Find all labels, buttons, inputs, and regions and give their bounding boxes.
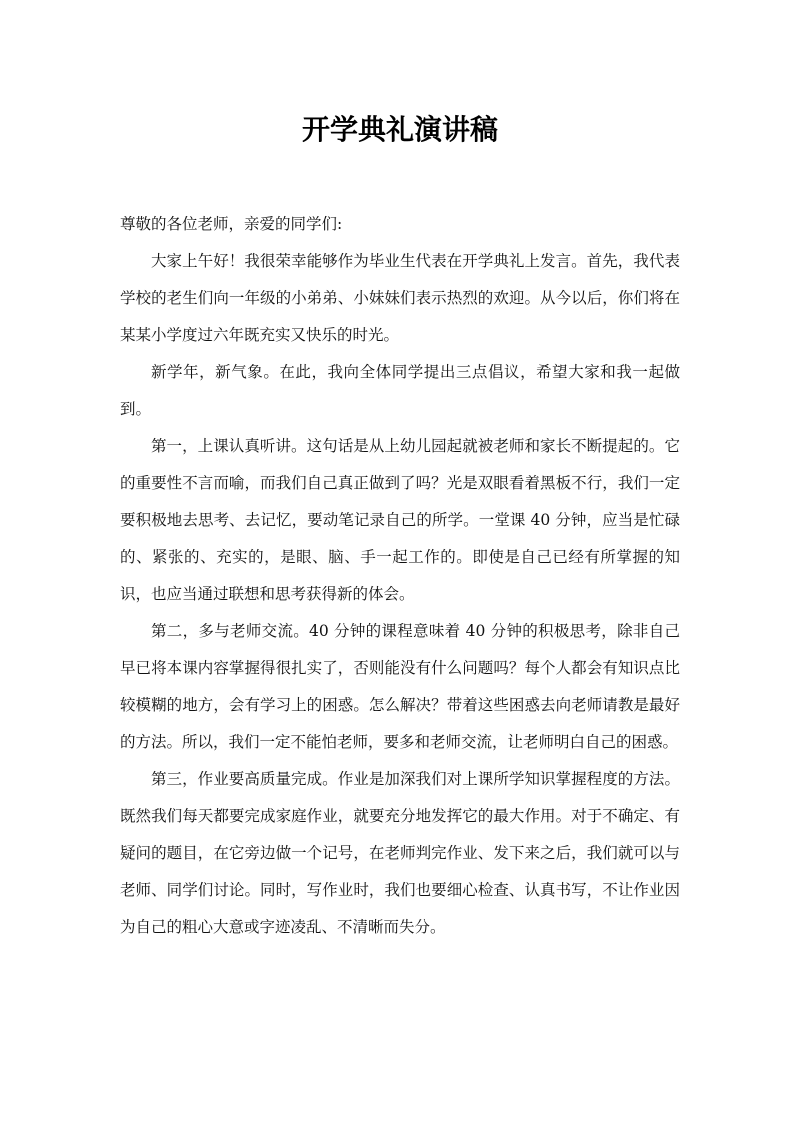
paragraph-point-three: 第三，作业要高质量完成。作业是加深我们对上课所学知识掌握程度的方法。既然我们每天都要完成家庭作业，就要充分地发挥它的最大作用。对于不确定、有疑问的题目，在它旁边做一个记号，在老师判完作业、发下来之后，我们就可以与老师、同学们讨论。同时，写作业时，我们也要细心检查、认真书写，不让作业因为自己的粗心大意或字迹凌乱、不清晰而失分。 (120, 770, 680, 936)
document-title: 开学典礼演讲稿 (301, 113, 498, 146)
paragraph-point-one: 第一，上课认真听讲。这句话是从上幼儿园起就被老师和家长不断提起的。它的重要性不言而喻，而我们自己真正做到了吗？光是双眼看着黑板不行，我们一定要积极地去思考、去记忆，要动笔记录自己的所学。一堂课 40 分钟，应当是忙碌的、紧张的、充实的，是眼、脑、手一起工作的。即使是自己已经有所掌握的知识，也应当通过联想和思考获得新的体会。 (120, 437, 680, 603)
salutation: 尊敬的各位老师，亲爱的同学们: (120, 215, 343, 233)
paragraph-greeting: 大家上午好！我很荣幸能够作为毕业生代表在开学典礼上发言。首先，我代表学校的老生们向一年级的小弟弟、小妹妹们表示热烈的欢迎。从今以后，你们将在某某小学度过六年既充实又快乐的时光。 (120, 252, 680, 344)
paragraph-point-two: 第二，多与老师交流。40 分钟的课程意味着 40 分钟的积极思考，除非自己早已将本课内容掌握得很扎实了，否则能没有什么问题吗？每个人都会有知识点比较模糊的地方，会有学习上的困惑。怎么解决？带着这些困惑去向老师请教是最好的方法。所以，我们一定不能怕老师，要多和老师交流，让老师明白自己的困惑。 (120, 622, 680, 751)
document-body (120, 206, 680, 946)
paragraph-proposal-intro: 新学年，新气象。在此，我向全体同学提出三点倡议，希望大家和我一起做到。 (120, 363, 680, 418)
